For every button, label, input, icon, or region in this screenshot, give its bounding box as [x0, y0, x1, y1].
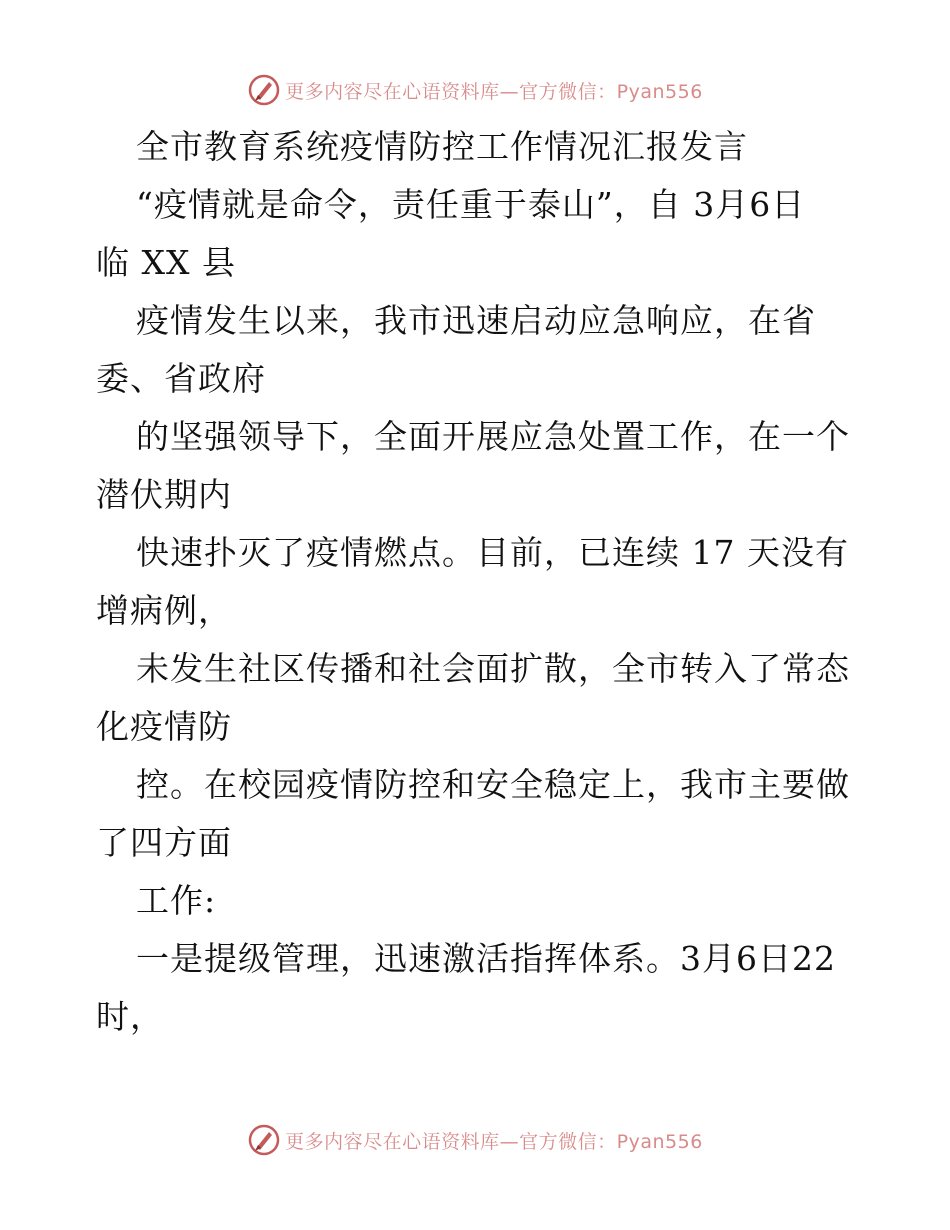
paragraph-line: 未发生社区传播和社会面扩散，全市转入了常态 [136, 649, 850, 688]
paragraph-line: 的坚强领导下，全面开展应急处置工作，在一个 [136, 417, 850, 456]
paragraph-line: 快速扑灭了疫情燃点。目前，已连续 17 天没有 [136, 533, 849, 572]
paragraph-line: 疫情发生以来，我市迅速启动应急响应，在省 [136, 301, 816, 340]
document-body [96, 118, 856, 1046]
paragraph-line: “疫情就是命令，责任重于泰山”，自 3月6日 [136, 185, 806, 224]
watermark-text: 更多内容尽在心语资料库—官方微信：Pyan556 [285, 80, 703, 103]
watermark-text: 更多内容尽在心语资料库—官方微信：Pyan556 [285, 1130, 703, 1153]
watermark-footer [0, 1120, 950, 1160]
paragraph-line: 化疫情防 [96, 707, 232, 746]
pen-nib-logo-icon [247, 1123, 281, 1157]
paragraph-line: 控。在校园疫情防控和安全稳定上，我市主要做 [136, 765, 850, 804]
paragraph-line: 一是提级管理，迅速激活指挥体系。3月6日22 [136, 939, 836, 978]
watermark-header [0, 70, 950, 110]
paragraph-line: 时， [96, 997, 164, 1036]
document-title: 全市教育系统疫情防控工作情况汇报发言 [136, 127, 748, 166]
pen-nib-logo-icon [247, 73, 281, 107]
paragraph-line: 了四方面 [96, 823, 232, 862]
paragraph-line: 增病例， [96, 591, 232, 630]
paragraph-line: 潜伏期内 [96, 475, 232, 514]
paragraph-line: 工作: [136, 881, 217, 920]
paragraph-line: 委、省政府 [96, 359, 266, 398]
paragraph-line: 临 XX 县 [96, 243, 236, 282]
